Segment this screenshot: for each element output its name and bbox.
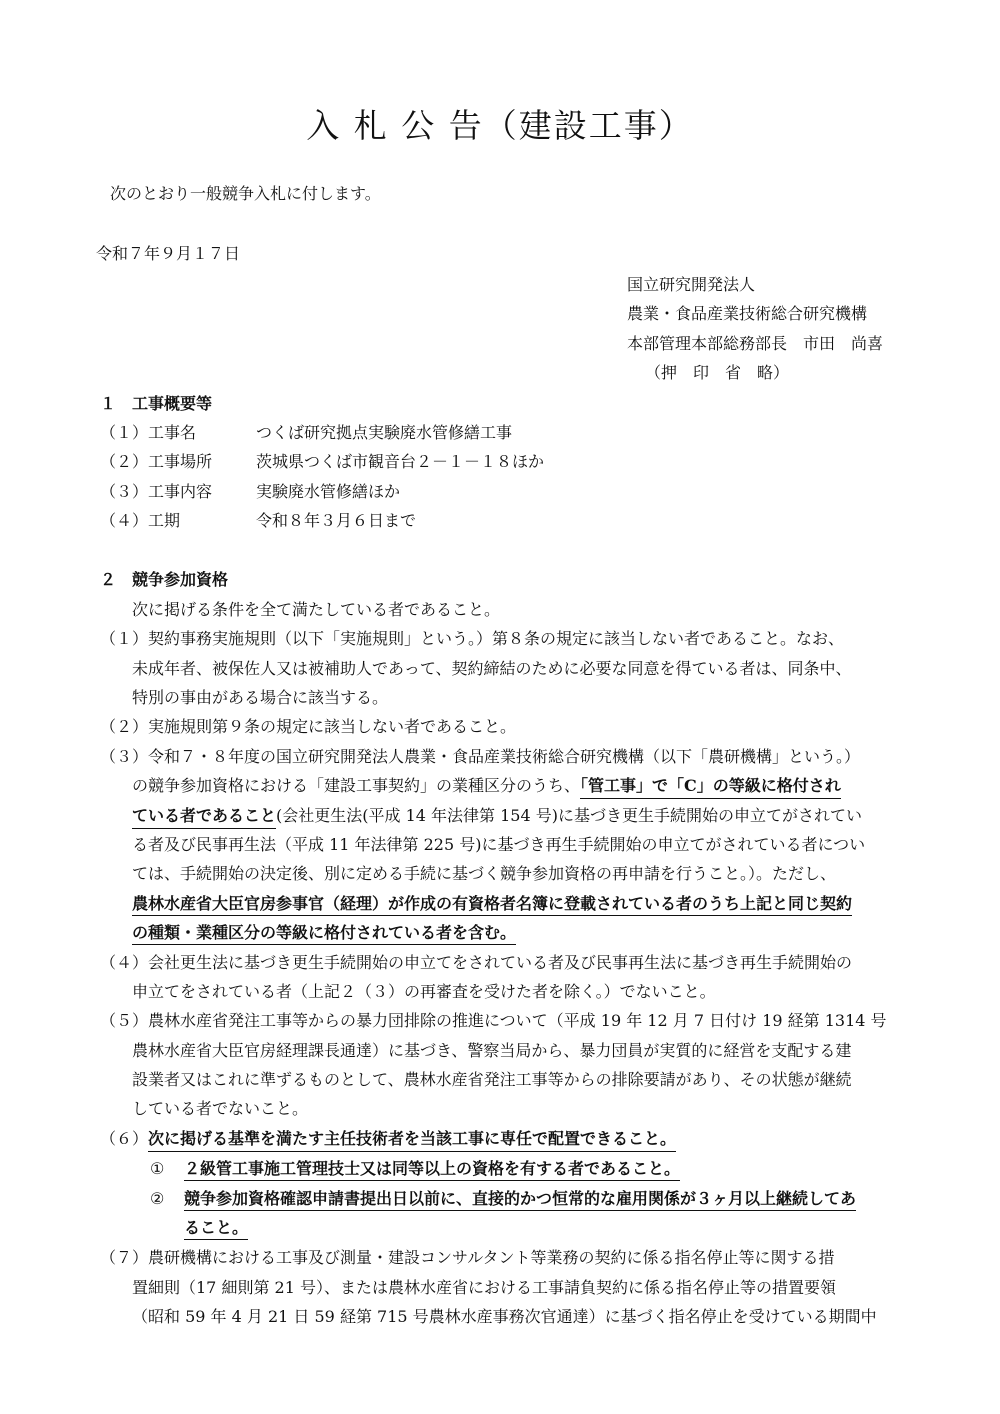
s1-item-value: 茨城県つくば市観音台２－１－１８ほか xyxy=(256,452,545,471)
s2-item-3-emphasis: の種類・業種区分の等級に格付されている者を含む。 xyxy=(132,925,516,945)
s2-item-1-line: 特別の事由がある場合に該当する。 xyxy=(132,688,389,707)
sub-item-1: ２級管工事施工管理技士又は同等以上の資格を有する者であること。 xyxy=(184,1161,680,1181)
notice-date: 令和７年９月１７日 xyxy=(96,244,241,263)
s2-item-3-line: ては、手続開始の決定後、別に定める手続に基づく競争参加資格の再申請を行うこと。）。ただし、 xyxy=(132,864,837,883)
s2-item-5-line: 設業者又はこれに準ずるものとして、農林水産省発注工事等からの排除要請があり、その状態が継続 xyxy=(132,1070,852,1089)
s2-item-5-line: 農林水産省大臣官房経理課長通達）に基づき、警察当局から、暴力団員が実質的に経営を支配する建 xyxy=(132,1041,852,1060)
s2-item-1-line: 未成年者、被保佐人又は被補助人であって、契約締結のために必要な同意を得ている者は、同条中、 xyxy=(132,659,852,678)
issuer-org-name: 農業・食品産業技術総合研究機構 xyxy=(627,304,868,323)
s2-item-3-line xyxy=(132,808,862,824)
s2-item-6-emphasis: 次に掲げる基準を満たす主任技術者を当該工事に専任で配置できること。 xyxy=(148,1129,676,1152)
s2-item-6-line xyxy=(100,1131,676,1147)
sub-item-number: ① xyxy=(150,1159,165,1178)
page-title: 入 札 公 告（建設工事） xyxy=(306,106,694,145)
s2-item-7-line: （７）農研機構における工事及び測量・建設コンサルタント等業務の契約に係る指名停止等に関する措 xyxy=(100,1248,835,1267)
s2-item-1-line: （１）契約事務実施規則（以下「実施規則」という。）第８条の規定に該当しない者であること。なお、 xyxy=(100,629,845,648)
issuer-officer: 本部管理本部総務部長 市田 尚喜 xyxy=(627,334,884,353)
s1-item-label: （２）工事場所 xyxy=(100,452,213,471)
sub-item-number: ② xyxy=(150,1189,165,1208)
s2-item-4-line: （４）会社更生法に基づき更生手続開始の申立てをされている者及び民事再生法に基づき再生手続開始の xyxy=(100,953,853,972)
seal-omitted-note: （押 印 省 略） xyxy=(645,363,790,382)
section-1-heading: １ 工事概要等 xyxy=(100,394,213,413)
intro-text: 次のとおり一般競争入札に付します。 xyxy=(110,184,381,203)
section-2-lead: 次に掲げる条件を全て満たしている者であること。 xyxy=(132,600,501,619)
issuer-org: 国立研究開発法人 xyxy=(627,275,756,294)
s2-item-6-label: （６） xyxy=(100,1129,149,1148)
s2-item-3-emphasis: 「管工事」で「C」の等級に格付され xyxy=(580,776,841,799)
s2-item-7-line: 置細則（17 細則第 21 号）、または農林水産省における工事請負契約に係る指名停止等の措置要領 xyxy=(132,1278,836,1297)
s2-item-3-emphasis: ている者であること xyxy=(132,806,276,829)
s2-item-3-line xyxy=(132,778,841,794)
sub-item-2-line: ること。 xyxy=(184,1220,248,1240)
s2-item-5-line: （５）農林水産省発注工事等からの暴力団排除の推進について（平成 19 年 12 月 7 日付け 19 経第 1314 号 xyxy=(100,1011,887,1030)
s2-item-3-line: （３）令和７・８年度の国立研究開発法人農業・食品産業技術総合研究機構（以下「農研機構」という。） xyxy=(100,747,861,766)
s2-item-2: （２）実施規則第９条の規定に該当しない者であること。 xyxy=(100,717,517,736)
s1-item-value: つくば研究拠点実験廃水管修繕工事 xyxy=(256,423,513,442)
s2-item-3-line: る者及び民事再生法（平成 11 年法律第 225 号)に基づき再生手続開始の申立てがされている者につい xyxy=(132,835,866,854)
s1-item-value: 令和８年３月６日まで xyxy=(256,511,417,530)
sub-item-2-line: 競争参加資格確認申請書提出日以前に、直接的かつ恒常的な雇用関係が３ヶ月以上継続してあ xyxy=(184,1191,856,1211)
s2-item-5-line: している者でないこと。 xyxy=(132,1099,309,1118)
s2-item-3-emphasis: 農林水産省大臣官房参事官（経理）が作成の有資格者名簿に登載されている者のうち上記と同じ契約 xyxy=(132,896,852,916)
s1-item-label: （３）工事内容 xyxy=(100,482,213,501)
s1-item-value: 実験廃水管修繕ほか xyxy=(256,482,401,501)
s1-item-label: （１）工事名 xyxy=(100,423,197,442)
s2-item-4-line: 申立てをされている者（上記２（３）の再審査を受けた者を除く。）でないこと。 xyxy=(132,982,716,1001)
s2-item-7-line: （昭和 59 年 4 月 21 日 59 経第 715 号農林水産事務次官通達）に基づく指名停止を受けている期間中 xyxy=(132,1307,877,1326)
s2-item-3-text: (会社更生法(平成 14 年法律第 154 号)に基づき更生手続開始の申立てがされてい xyxy=(276,806,862,825)
s2-item-3-text: の競争参加資格における「建設工事契約」の業種区分のうち、 xyxy=(132,776,581,795)
section-2-heading: ２ 競争参加資格 xyxy=(100,570,229,589)
s1-item-label: （４）工期 xyxy=(100,511,181,530)
